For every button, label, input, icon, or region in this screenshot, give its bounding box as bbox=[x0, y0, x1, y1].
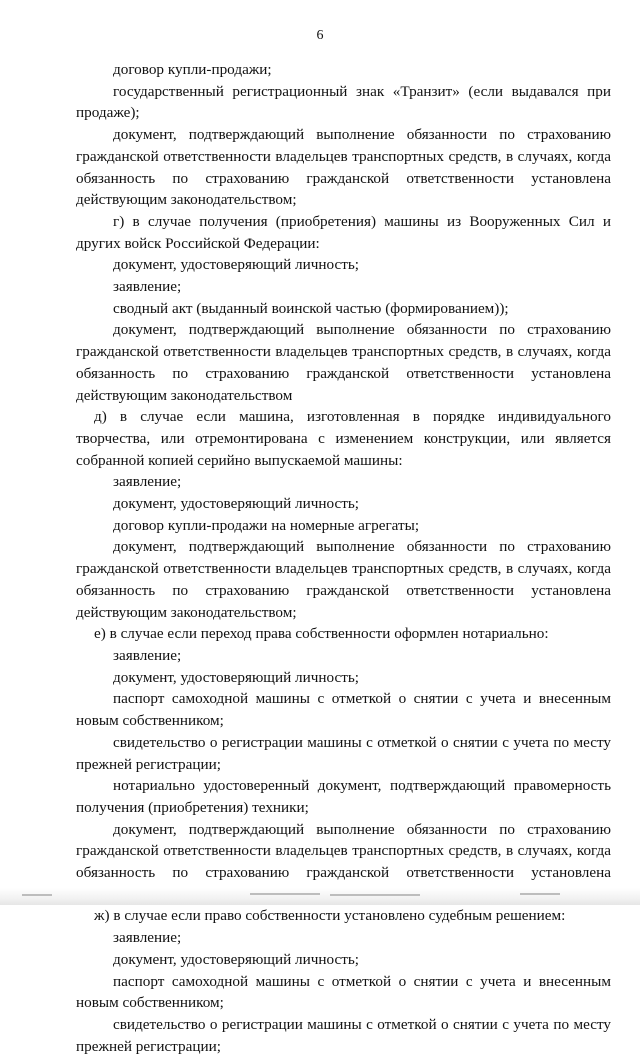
paragraph: документ, удостоверяющий личность; bbox=[113, 950, 360, 968]
paragraph: е) в случае если переход права собственности оформлен нотариально: bbox=[94, 625, 549, 643]
paragraph: ж) в случае если право собственности установлено судебным решением: bbox=[94, 907, 566, 925]
paragraph: договор купли-продажи на номерные агрегаты; bbox=[113, 516, 420, 534]
paragraph: д) в случае если машина, изготовленная в порядке индивидуального творчества, или отремонтирована с изменением конструкции, или является собранной копией серийно выпускаемой машины: bbox=[76, 408, 611, 469]
paragraph: нотариально удостоверенный документ, подтверждающий правомерность получения (приобретения) техники; bbox=[76, 777, 611, 816]
paragraph: заявление; bbox=[113, 646, 182, 664]
paragraph: свидетельство о регистрации машины с отметкой о снятии с учета по месту прежней регистрации; bbox=[76, 1015, 611, 1055]
paragraph: заявление; bbox=[113, 473, 182, 491]
paragraph: свидетельство о регистрации машины с отметкой о снятии с учета по месту прежней регистрации; bbox=[76, 733, 611, 773]
page-number: 6 bbox=[316, 28, 324, 43]
scan-bottom-edge bbox=[0, 888, 640, 905]
paragraph: г) в случае получения (приобретения) машины из Вооруженных Сил и других войск Российской Федерации: bbox=[76, 212, 611, 252]
scan-artifact bbox=[22, 894, 52, 896]
paragraph: государственный регистрационный знак «Транзит» (если выдавался при продаже); bbox=[76, 82, 611, 122]
scan-artifact bbox=[520, 893, 560, 895]
paragraph: документ, подтверждающий выполнение обязанности по страхованию гражданской ответственности владельцев транспортных средств, в случаях, когда обязанность по страхованию гражданской ответственности установлена bbox=[76, 820, 611, 882]
paragraph: документ, подтверждающий выполнение обязанности по страхованию гражданской ответственности владельцев транспортных средств, в случаях, когда обязанность по страхованию гражданской ответственности установлена действующим законодательством bbox=[76, 321, 611, 404]
scan-artifact bbox=[330, 894, 420, 896]
paragraph: документ, удостоверяющий личность; bbox=[113, 256, 360, 274]
document-body bbox=[76, 59, 611, 1057]
paragraph: сводный акт (выданный воинской частью (формированием)); bbox=[113, 299, 509, 317]
paragraph: заявление; bbox=[113, 929, 182, 947]
paragraph: документ, подтверждающий выполнение обязанности по страхованию гражданской ответственности владельцев транспортных средств, в случаях, когда обязанность по страхованию гражданской ответственности установлена действующим законодательством; bbox=[76, 538, 611, 621]
paragraph: паспорт самоходной машины с отметкой о снятии с учета и внесенным новым собственником; bbox=[76, 972, 611, 1012]
paragraph: паспорт самоходной машины с отметкой о снятии с учета и внесенным новым собственником; bbox=[76, 690, 611, 730]
paragraph: документ, удостоверяющий личность; bbox=[113, 495, 360, 513]
paragraph: документ, подтверждающий выполнение обязанности по страхованию гражданской ответственности владельцев транспортных средств, в случаях, когда обязанность по страхованию гражданской ответственности установлена действующим законодательством; bbox=[76, 126, 611, 209]
scan-artifact bbox=[250, 893, 320, 895]
paragraph: договор купли-продажи; bbox=[113, 61, 272, 78]
paragraph: заявление; bbox=[113, 278, 182, 296]
paragraph: документ, удостоверяющий личность; bbox=[113, 668, 360, 686]
